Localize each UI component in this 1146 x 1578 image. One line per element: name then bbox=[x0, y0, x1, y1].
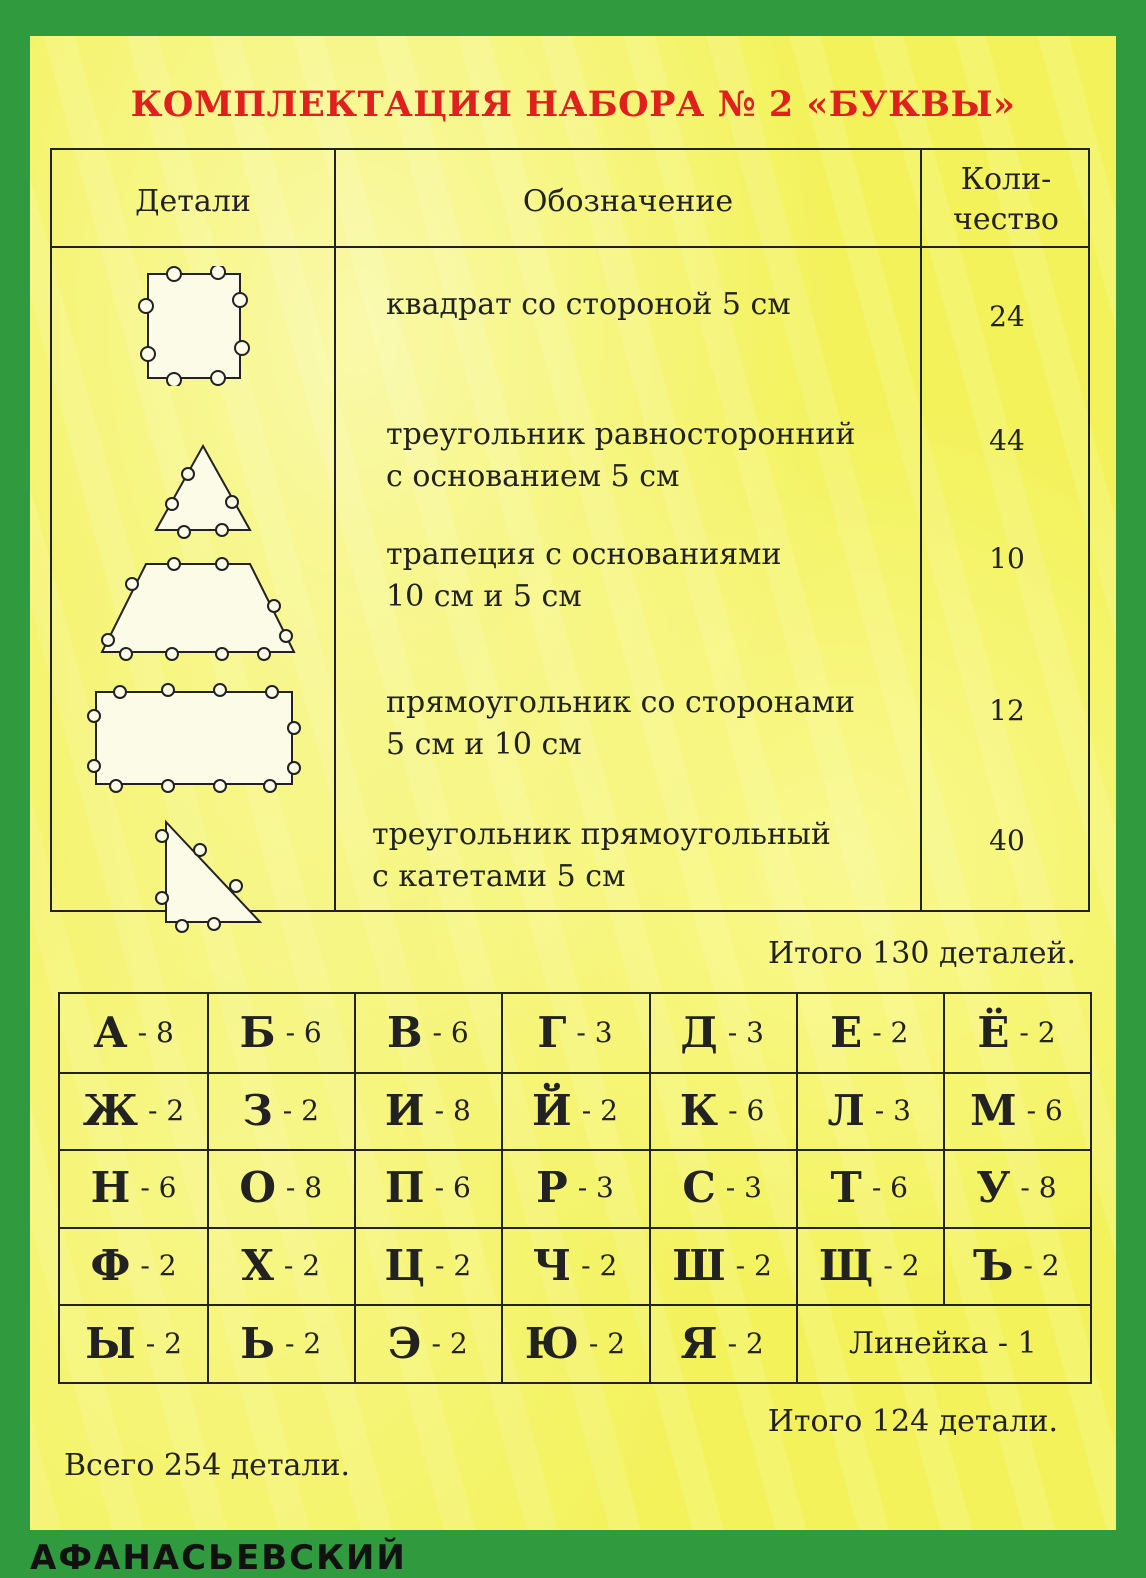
shape-quantity: 12 bbox=[989, 694, 1025, 727]
letter-count: - 6 bbox=[871, 1171, 908, 1205]
shape-description: прямоугольник со сторонами 5 см и 10 см bbox=[386, 685, 855, 762]
letter-glyph: В bbox=[387, 1008, 423, 1058]
letter-glyph: Й bbox=[532, 1085, 572, 1135]
letter-cell bbox=[354, 1149, 501, 1227]
letters-total: Итого 124 детали. bbox=[767, 1404, 1058, 1439]
letter-glyph: Я bbox=[680, 1318, 718, 1368]
letter-cell bbox=[796, 1149, 943, 1227]
equilateral-triangle-piece-icon bbox=[148, 440, 258, 540]
letter-glyph: Ё bbox=[977, 1008, 1010, 1058]
letter-count: - 2 bbox=[1023, 1249, 1060, 1283]
letter-glyph: Д bbox=[680, 1008, 718, 1058]
letter-cell bbox=[943, 994, 1090, 1072]
letter-glyph: Ц bbox=[384, 1241, 426, 1291]
header-divider bbox=[52, 246, 1088, 248]
letter-count: - 8 bbox=[434, 1093, 471, 1127]
letter-count: - 2 bbox=[283, 1249, 321, 1283]
header-quantity-line2: чество bbox=[953, 202, 1059, 237]
letter-glyph: К bbox=[679, 1085, 719, 1135]
letter-glyph: Щ bbox=[819, 1241, 874, 1291]
letter-count: - 8 bbox=[285, 1171, 323, 1205]
page-title: КОМПЛЕКТАЦИЯ НАБОРА № 2 «БУКВЫ» bbox=[130, 84, 1016, 125]
letter-glyph: Ч bbox=[532, 1241, 572, 1291]
letter-count: - 2 bbox=[431, 1326, 468, 1360]
letter-glyph: Н bbox=[90, 1163, 131, 1213]
rectangle-piece-icon bbox=[86, 680, 302, 798]
letter-glyph: Ш bbox=[672, 1241, 726, 1291]
letter-cell bbox=[796, 1227, 943, 1305]
letter-count: - 6 bbox=[285, 1016, 322, 1050]
letter-cell bbox=[943, 1149, 1090, 1227]
header-quantity bbox=[922, 160, 1090, 240]
shapes-total: Итого 130 деталей. bbox=[768, 936, 1076, 971]
letter-cell bbox=[649, 1149, 796, 1227]
letter-cell bbox=[207, 1304, 354, 1382]
letter-glyph: П bbox=[384, 1163, 425, 1213]
letter-count: - 2 bbox=[883, 1249, 920, 1283]
letter-glyph: А bbox=[93, 1008, 128, 1058]
letter-glyph: Ю bbox=[524, 1318, 579, 1368]
shape-description: трапеция с основаниями 10 см и 5 см bbox=[386, 537, 782, 614]
letter-cell bbox=[649, 994, 796, 1072]
letter-glyph: Б bbox=[239, 1008, 276, 1058]
letter-glyph: М bbox=[970, 1085, 1017, 1135]
page bbox=[30, 36, 1116, 1530]
shape-description: треугольник равносторонний с основанием 5 см bbox=[386, 417, 856, 494]
letter-count: - 6 bbox=[140, 1171, 177, 1205]
letter-count: - 8 bbox=[1020, 1171, 1057, 1205]
letter-count: - 2 bbox=[1019, 1016, 1056, 1050]
shape-quantity: 44 bbox=[989, 424, 1025, 457]
letter-cell bbox=[60, 1304, 207, 1382]
right-triangle-piece-icon bbox=[148, 814, 268, 934]
shape-quantity: 24 bbox=[989, 300, 1025, 333]
letter-cell bbox=[943, 1072, 1090, 1150]
letter-glyph: Ь bbox=[240, 1318, 275, 1368]
letter-glyph: Э bbox=[388, 1318, 422, 1368]
letter-count: - 2 bbox=[735, 1249, 772, 1283]
letter-cell bbox=[354, 1072, 501, 1150]
letter-cell bbox=[796, 1072, 943, 1150]
header-designation: Обозначение bbox=[522, 184, 734, 219]
trapezoid-piece-icon bbox=[96, 554, 300, 664]
letter-count: - 2 bbox=[435, 1249, 472, 1283]
letter-glyph: Р bbox=[536, 1163, 568, 1213]
letter-count: - 3 bbox=[577, 1171, 614, 1205]
letter-count: - 3 bbox=[725, 1171, 762, 1205]
letter-cell bbox=[943, 1227, 1090, 1305]
letter-count: - 2 bbox=[140, 1249, 177, 1283]
grand-total: Всего 254 детали. bbox=[64, 1448, 351, 1483]
letter-glyph: Ф bbox=[90, 1241, 131, 1291]
letter-glyph: Т bbox=[830, 1163, 862, 1213]
letter-cell bbox=[207, 1227, 354, 1305]
letter-glyph: С bbox=[682, 1163, 716, 1213]
letter-cell bbox=[501, 1149, 648, 1227]
letter-cell bbox=[354, 1304, 501, 1382]
letter-count: - 3 bbox=[727, 1016, 764, 1050]
letter-glyph: Е bbox=[830, 1008, 863, 1058]
publisher-strip: АФАНАСЬЕВСКИЙ bbox=[30, 1538, 407, 1578]
letter-count: - 8 bbox=[137, 1016, 174, 1050]
letter-count: - 2 bbox=[581, 1249, 618, 1283]
letter-cell bbox=[796, 994, 943, 1072]
letter-glyph: Ж bbox=[82, 1085, 139, 1135]
letter-glyph: О bbox=[239, 1163, 276, 1213]
letter-count: - 3 bbox=[874, 1093, 911, 1127]
shape-description: треугольник прямоугольный с катетами 5 см bbox=[372, 817, 831, 894]
letter-count: - 6 bbox=[432, 1016, 469, 1050]
letter-cell bbox=[60, 1072, 207, 1150]
letter-count: - 2 bbox=[148, 1093, 185, 1127]
letter-count: - 6 bbox=[728, 1093, 765, 1127]
letter-glyph: Г bbox=[537, 1008, 567, 1058]
letter-count: - 2 bbox=[284, 1326, 322, 1360]
letter-cell bbox=[649, 1227, 796, 1305]
letter-count: - 6 bbox=[434, 1171, 471, 1205]
letter-glyph: У bbox=[976, 1163, 1011, 1213]
header-quantity-line1: Коли- bbox=[960, 162, 1052, 197]
letter-cell bbox=[60, 994, 207, 1072]
letter-count: - 2 bbox=[282, 1093, 319, 1127]
letter-cell bbox=[60, 1227, 207, 1305]
shape-quantity: 40 bbox=[989, 824, 1025, 857]
letter-cell bbox=[501, 1304, 648, 1382]
letter-count: - 2 bbox=[727, 1326, 764, 1360]
letter-glyph: Х bbox=[241, 1241, 274, 1291]
letter-glyph: И bbox=[384, 1085, 425, 1135]
letter-cell bbox=[60, 1149, 207, 1227]
letter-cell bbox=[207, 1149, 354, 1227]
shape-description: квадрат со стороной 5 см bbox=[386, 287, 791, 322]
letter-glyph: Л bbox=[827, 1085, 865, 1135]
letter-count: - 2 bbox=[872, 1016, 909, 1050]
letter-cell bbox=[649, 1304, 796, 1382]
letter-count: - 2 bbox=[145, 1326, 182, 1360]
column-divider bbox=[334, 150, 336, 910]
header-details: Детали bbox=[135, 184, 251, 219]
shapes-table bbox=[50, 148, 1090, 912]
letter-cell bbox=[354, 994, 501, 1072]
letter-cell bbox=[207, 994, 354, 1072]
column-divider bbox=[920, 150, 922, 910]
letter-count: - 6 bbox=[1026, 1093, 1063, 1127]
letters-grid bbox=[58, 992, 1092, 1384]
square-piece-icon bbox=[134, 266, 254, 386]
letter-cell bbox=[501, 1072, 648, 1150]
letter-count: - 3 bbox=[576, 1016, 613, 1050]
letter-cell bbox=[501, 1227, 648, 1305]
letter-cell bbox=[354, 1227, 501, 1305]
letter-glyph: З bbox=[242, 1085, 273, 1135]
letter-count: - 2 bbox=[588, 1326, 626, 1360]
letter-glyph: Ы bbox=[85, 1318, 136, 1368]
shape-quantity: 10 bbox=[989, 542, 1025, 575]
letter-count: - 2 bbox=[581, 1093, 618, 1127]
letter-cell bbox=[207, 1072, 354, 1150]
letter-cell bbox=[501, 994, 648, 1072]
letter-glyph: Ъ bbox=[973, 1241, 1014, 1291]
letter-cell bbox=[649, 1072, 796, 1150]
ruler-cell: Линейка - 1 bbox=[848, 1325, 1037, 1361]
